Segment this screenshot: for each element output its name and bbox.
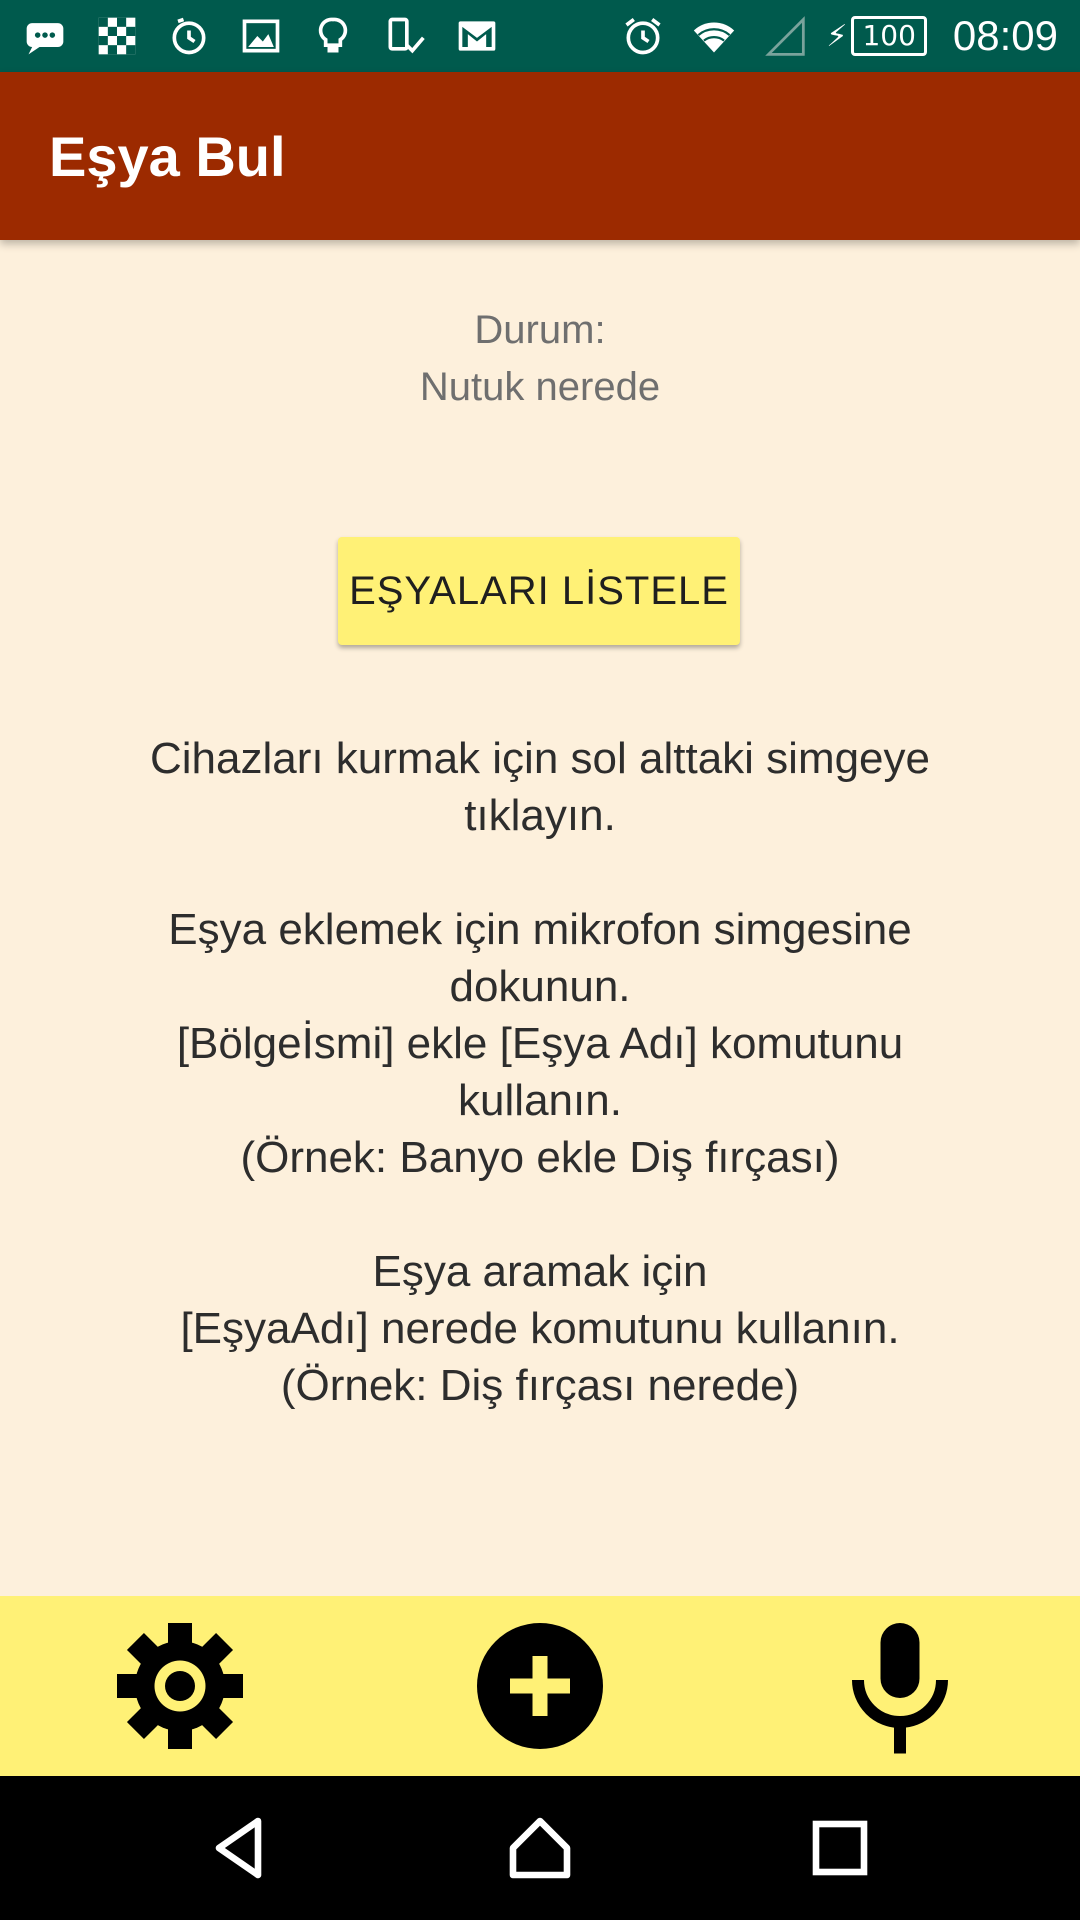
charging-icon: ⚡ xyxy=(826,18,848,54)
battery-indicator xyxy=(826,16,927,56)
lightbulb-icon xyxy=(310,13,356,59)
phone-check-icon xyxy=(382,13,428,59)
status-clock: 08:09 xyxy=(952,12,1058,59)
app-bar xyxy=(0,72,1080,240)
status-label: Durum: xyxy=(474,308,606,352)
back-icon xyxy=(204,1812,276,1884)
microphone-button[interactable] xyxy=(810,1596,990,1776)
instruction-line: tıklayın. xyxy=(464,791,616,840)
instruction-line: Eşya aramak için xyxy=(372,1247,708,1296)
microphone-icon xyxy=(825,1611,975,1761)
signal-icon xyxy=(762,13,808,59)
back-button[interactable] xyxy=(190,1798,290,1898)
home-button[interactable] xyxy=(490,1798,590,1898)
notification-icons xyxy=(22,13,500,59)
main-content xyxy=(0,240,1080,1596)
gmail-icon xyxy=(454,13,500,59)
app-title: Eşya Bul xyxy=(49,124,286,188)
message-icon xyxy=(22,13,68,59)
instruction-line: Cihazları kurmak için sol alttaki simgeye xyxy=(149,734,931,783)
add-circle-icon xyxy=(465,1611,615,1761)
recents-icon xyxy=(804,1812,876,1884)
instruction-line: (Örnek: Banyo ekle Diş fırçası) xyxy=(240,1133,840,1182)
instruction-line: [EşyaAdı] nerede komutunu kullanın. xyxy=(180,1304,900,1353)
system-icons xyxy=(620,12,1058,60)
instruction-line: (Örnek: Diş fırçası nerede) xyxy=(280,1361,800,1410)
instruction-line: [Bölgeİsmi] ekle [Eşya Adı] komutunu xyxy=(176,1019,904,1068)
instructions-text xyxy=(60,730,1020,1414)
instruction-line: kullanın. xyxy=(458,1076,622,1125)
system-nav-bar xyxy=(0,1776,1080,1920)
checkered-app-icon xyxy=(94,13,140,59)
settings-button[interactable] xyxy=(90,1596,270,1776)
image-icon xyxy=(238,13,284,59)
home-icon xyxy=(504,1812,576,1884)
status-block xyxy=(0,302,1080,416)
settings-gear-icon xyxy=(105,1611,255,1761)
wifi-icon xyxy=(684,13,744,59)
alarm-icon xyxy=(620,13,666,59)
bottom-toolbar xyxy=(0,1596,1080,1776)
instruction-line: dokunun. xyxy=(449,962,631,1011)
list-items-button[interactable]: EŞYALARI LİSTELE xyxy=(338,537,740,645)
recents-button[interactable] xyxy=(790,1798,890,1898)
add-button[interactable] xyxy=(450,1596,630,1776)
instruction-line: Eşya eklemek için mikrofon simgesine xyxy=(168,905,912,954)
clock-app-icon xyxy=(166,13,212,59)
status-value: Nutuk nerede xyxy=(419,365,661,409)
status-bar xyxy=(0,0,1080,72)
battery-level: 100 xyxy=(851,16,926,56)
